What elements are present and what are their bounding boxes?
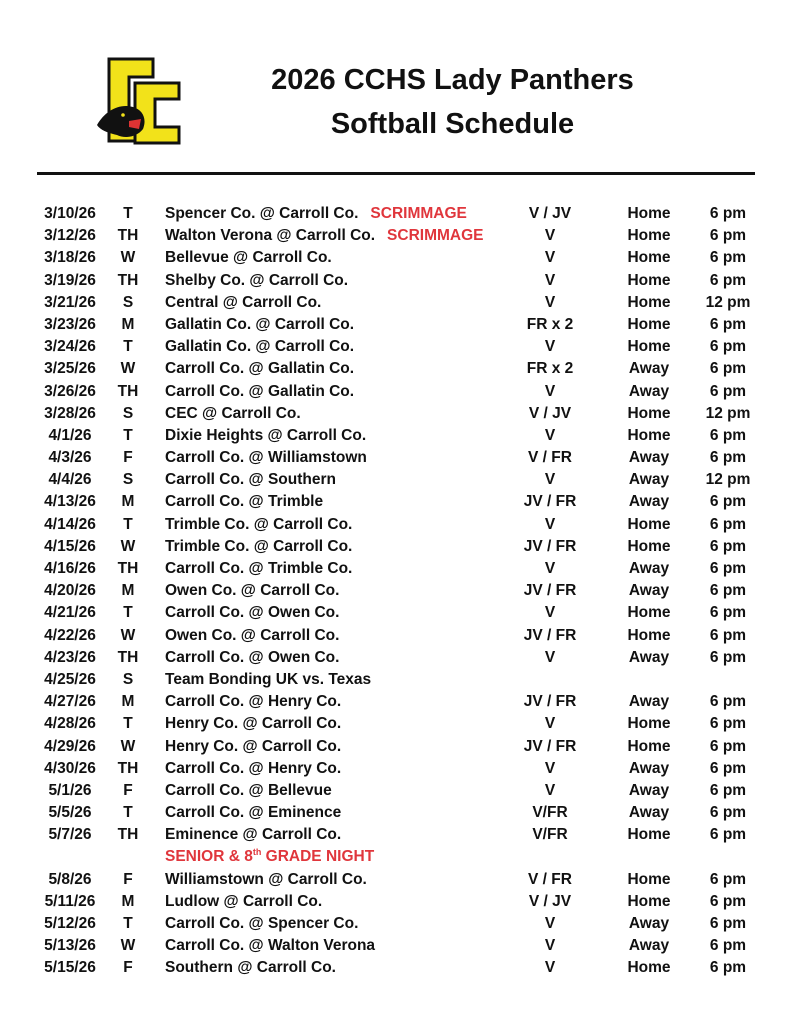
- game-day: M: [121, 892, 135, 910]
- game-day: T: [123, 804, 133, 822]
- schedule-row: [0, 669, 792, 691]
- matchup-text: Carroll Co. @ Owen Co.: [165, 604, 340, 622]
- matchup: [165, 691, 341, 713]
- matchup: [165, 225, 484, 247]
- schedule-row: [0, 314, 792, 336]
- matchup: [165, 425, 366, 447]
- matchup: [165, 292, 321, 314]
- game-time: 6 pm: [709, 449, 747, 467]
- matchup: [165, 713, 341, 735]
- game-time: 12 pm: [705, 293, 751, 311]
- matchup-text: Carroll Co. @ Bellevue: [165, 781, 332, 799]
- game-location: Home: [627, 293, 671, 311]
- game-date: 3/24/26: [44, 338, 96, 356]
- game-day: W: [120, 537, 136, 555]
- game-time: 6 pm: [709, 804, 747, 822]
- team-level: V: [544, 759, 556, 777]
- game-date: 5/11/26: [44, 892, 96, 910]
- team-level: V / JV: [528, 205, 572, 222]
- schedule-row: [0, 469, 792, 491]
- matchup: [165, 336, 354, 358]
- matchup: [165, 558, 352, 580]
- team-level: V / FR: [528, 449, 572, 467]
- schedule-row: [0, 381, 792, 403]
- schedule-row: [0, 336, 792, 358]
- game-day: S: [122, 670, 134, 688]
- matchup-text: Gallatin Co. @ Carroll Co.: [165, 315, 355, 333]
- game-day: M: [121, 693, 135, 711]
- game-day: T: [123, 715, 133, 733]
- game-date: 3/12/26: [44, 227, 96, 245]
- game-location: Home: [627, 959, 671, 977]
- game-day: S: [122, 471, 134, 489]
- schedule-row: [0, 625, 792, 647]
- game-location: Home: [627, 715, 671, 733]
- matchup: [165, 736, 341, 758]
- game-time: 6 pm: [709, 626, 747, 644]
- game-date: 3/18/26: [44, 249, 96, 267]
- matchup: [165, 869, 367, 891]
- matchup-text: Central @ Carroll Co.: [165, 293, 322, 311]
- game-date: 4/22/26: [44, 626, 96, 644]
- team-level: V: [544, 338, 556, 356]
- game-location: Home: [627, 426, 671, 444]
- game-time: 12 pm: [705, 471, 751, 489]
- game-date: 3/19/26: [44, 271, 96, 289]
- game-day: S: [122, 404, 134, 422]
- game-time: 6 pm: [709, 759, 747, 777]
- game-day: F: [123, 870, 133, 888]
- matchup-text: Shelby Co. @ Carroll Co.: [165, 271, 349, 289]
- matchup: [165, 647, 339, 669]
- game-day: W: [120, 626, 136, 644]
- matchup-text: Gallatin Co. @ Carroll Co.: [165, 338, 355, 356]
- matchup-text: Carroll Co. @ Walton Verona: [165, 937, 376, 955]
- schedule-row: [0, 602, 792, 624]
- game-day: T: [123, 515, 133, 533]
- team-level: V: [544, 959, 556, 977]
- game-location: Away: [628, 449, 670, 467]
- game-day: F: [123, 449, 133, 467]
- matchup: [165, 491, 323, 513]
- matchup-text: Williamstown @ Carroll Co.: [165, 870, 367, 888]
- team-level: V: [544, 382, 556, 400]
- game-day: TH: [117, 826, 139, 844]
- matchup-text: Owen Co. @ Carroll Co.: [165, 582, 340, 600]
- schedule-row: [0, 691, 792, 713]
- matchup: [165, 935, 375, 957]
- matchup-text: Dixie Heights @ Carroll Co.: [165, 426, 367, 444]
- game-day: W: [120, 360, 136, 378]
- cc-panthers-logo: [95, 55, 185, 147]
- game-time: 6 pm: [709, 604, 747, 622]
- team-level: FR x 2: [526, 360, 574, 378]
- schedule-table: [0, 203, 792, 980]
- team-level: V: [544, 249, 556, 267]
- game-location: Home: [627, 271, 671, 289]
- game-day: TH: [117, 560, 139, 577]
- matchup-text: Bellevue @ Carroll Co.: [165, 249, 332, 267]
- game-location: Away: [628, 648, 670, 666]
- game-day: S: [122, 293, 134, 311]
- matchup-text: Carroll Co. @ Spencer Co.: [165, 915, 359, 932]
- team-level: V: [544, 648, 556, 666]
- matchup: [165, 758, 341, 780]
- game-time: 6 pm: [709, 315, 747, 333]
- game-time: 6 pm: [709, 781, 747, 799]
- game-time: 6 pm: [709, 737, 747, 755]
- page-title-line1: 2026 CCHS Lady Panthers: [271, 64, 634, 96]
- team-level: V: [544, 471, 556, 489]
- matchup-text: Carroll Co. @ Trimble: [165, 493, 324, 511]
- team-level: V / JV: [528, 404, 572, 422]
- game-day: TH: [117, 382, 139, 400]
- game-location: Away: [628, 471, 670, 489]
- game-date: 4/21/26: [44, 604, 96, 622]
- team-level: JV / FR: [523, 737, 577, 755]
- game-day: W: [120, 249, 136, 267]
- schedule-row: [0, 580, 792, 602]
- game-date: 5/13/26: [44, 937, 96, 955]
- matchup: [165, 270, 348, 292]
- matchup: [165, 824, 341, 846]
- game-day: W: [120, 937, 136, 955]
- game-date: 4/25/26: [44, 670, 96, 688]
- matchup-text: Trimble Co. @ Carroll Co.: [165, 537, 353, 555]
- game-time: 6 pm: [709, 271, 747, 289]
- matchup: [165, 514, 352, 536]
- game-location: Away: [628, 781, 670, 799]
- schedule-row: [0, 713, 792, 735]
- matchup: [165, 203, 467, 225]
- matchup-text: Henry Co. @ Carroll Co.: [165, 737, 342, 755]
- matchup-text: Carroll Co. @ Henry Co.: [165, 693, 342, 711]
- game-time: 6 pm: [709, 515, 747, 533]
- matchup: [165, 602, 339, 624]
- team-level: V: [544, 271, 556, 289]
- matchup-text: Carroll Co. @ Henry Co.: [165, 759, 342, 777]
- game-day: T: [123, 205, 133, 222]
- special-event-text: GRADE NIGHT: [261, 848, 375, 866]
- game-time: 6 pm: [709, 915, 747, 932]
- matchup-text: CEC @ Carroll Co.: [165, 404, 301, 422]
- team-level: V/FR: [532, 826, 568, 844]
- matchup-text: Carroll Co. @ Trimble Co.: [165, 560, 353, 577]
- schedule-note-row: [0, 846, 792, 868]
- game-date: 3/23/26: [44, 315, 96, 333]
- game-day: M: [121, 582, 135, 600]
- team-level: V: [544, 915, 556, 932]
- game-day: TH: [117, 759, 139, 777]
- matchup-text: Eminence @ Carroll Co.: [165, 826, 342, 844]
- special-event-text: SENIOR & 8: [165, 848, 253, 866]
- schedule-row: [0, 913, 792, 935]
- game-time: 6 pm: [709, 870, 747, 888]
- schedule-row: [0, 647, 792, 669]
- matchup-text: Carroll Co. @ Gallatin Co.: [165, 382, 355, 400]
- schedule-row: [0, 558, 792, 580]
- schedule-row: [0, 957, 792, 979]
- game-location: Away: [628, 382, 670, 400]
- game-time: 6 pm: [709, 560, 747, 577]
- team-level: FR x 2: [526, 315, 574, 333]
- game-time: 6 pm: [709, 426, 747, 444]
- team-level: JV / FR: [523, 537, 577, 555]
- team-level: V: [544, 227, 556, 245]
- game-date: 4/20/26: [44, 582, 96, 600]
- game-date: 4/16/26: [44, 560, 96, 577]
- team-level: V: [544, 937, 556, 955]
- game-day: T: [123, 915, 133, 932]
- game-date: 4/28/26: [44, 715, 96, 733]
- game-date: 5/7/26: [48, 826, 92, 844]
- schedule-row: [0, 780, 792, 802]
- game-location: Home: [627, 826, 671, 844]
- schedule-row: [0, 403, 792, 425]
- schedule-row: [0, 358, 792, 380]
- schedule-row: [0, 935, 792, 957]
- game-time: 6 pm: [709, 537, 747, 555]
- game-time: 6 pm: [709, 382, 747, 400]
- team-level: V: [544, 715, 556, 733]
- game-location: Away: [628, 560, 670, 577]
- schedule-row: [0, 824, 792, 846]
- game-day: T: [123, 604, 133, 622]
- team-level: V: [544, 560, 556, 577]
- game-time: 6 pm: [709, 205, 747, 222]
- game-date: 4/13/26: [44, 493, 96, 511]
- schedule-row: [0, 736, 792, 758]
- special-event-label: [165, 846, 374, 868]
- header-divider: [37, 172, 755, 175]
- game-location: Home: [627, 205, 671, 222]
- game-time: 6 pm: [709, 693, 747, 711]
- game-date: 3/26/26: [44, 382, 96, 400]
- game-location: Away: [628, 693, 670, 711]
- game-day: TH: [117, 271, 139, 289]
- schedule-row: [0, 425, 792, 447]
- game-date: 3/25/26: [44, 360, 96, 378]
- matchup-text: Carroll Co. @ Eminence: [165, 804, 342, 822]
- game-location: Home: [627, 737, 671, 755]
- matchup: [165, 358, 354, 380]
- team-level: JV / FR: [523, 582, 577, 600]
- team-level: V / JV: [528, 892, 572, 910]
- game-time: 6 pm: [709, 937, 747, 955]
- game-date: 4/30/26: [44, 759, 96, 777]
- matchup-text: Carroll Co. @ Gallatin Co.: [165, 360, 355, 378]
- game-location: Home: [627, 626, 671, 644]
- matchup: [165, 381, 354, 403]
- game-time: 6 pm: [709, 648, 747, 666]
- schedule-row: [0, 536, 792, 558]
- game-day: F: [123, 959, 133, 977]
- game-location: Home: [627, 338, 671, 356]
- team-level: JV / FR: [523, 693, 577, 711]
- game-time: 6 pm: [709, 959, 747, 977]
- game-location: Home: [627, 315, 671, 333]
- game-day: M: [121, 493, 135, 511]
- matchup: [165, 447, 367, 469]
- matchup: [165, 891, 322, 913]
- game-location: Home: [627, 537, 671, 555]
- schedule-row: [0, 758, 792, 780]
- game-date: 4/23/26: [44, 648, 96, 666]
- matchup: [165, 536, 352, 558]
- matchup: [165, 957, 336, 979]
- team-level: V: [544, 604, 556, 622]
- matchup: [165, 669, 371, 691]
- game-date: 4/27/26: [44, 693, 96, 711]
- game-time: 6 pm: [709, 892, 747, 910]
- game-location: Away: [628, 493, 670, 511]
- matchup: [165, 913, 358, 935]
- schedule-row: [0, 891, 792, 913]
- matchup-text: Trimble Co. @ Carroll Co.: [165, 515, 353, 533]
- game-time: 12 pm: [705, 404, 751, 422]
- game-time: 6 pm: [709, 493, 747, 511]
- game-date: 4/4/26: [48, 471, 92, 489]
- scrimmage-badge: SCRIMMAGE: [387, 227, 484, 245]
- game-day: F: [123, 781, 133, 799]
- team-level: V: [544, 426, 556, 444]
- matchup-text: Ludlow @ Carroll Co.: [165, 892, 323, 910]
- game-location: Home: [627, 870, 671, 888]
- schedule-row: [0, 203, 792, 225]
- game-day: TH: [117, 648, 139, 666]
- game-date: 3/21/26: [44, 293, 96, 311]
- game-location: Away: [628, 937, 670, 955]
- game-time: 6 pm: [709, 715, 747, 733]
- game-time: 6 pm: [709, 338, 747, 356]
- game-date: 5/8/26: [48, 870, 92, 888]
- game-date: 4/15/26: [44, 537, 96, 555]
- matchup-text: Team Bonding UK vs. Texas: [165, 670, 372, 688]
- game-location: Away: [628, 759, 670, 777]
- team-level: V / FR: [528, 870, 572, 888]
- schedule-row: [0, 270, 792, 292]
- game-day: T: [123, 338, 133, 356]
- game-date: 4/14/26: [44, 515, 96, 533]
- matchup: [165, 469, 336, 491]
- matchup-text: Owen Co. @ Carroll Co.: [165, 626, 340, 644]
- game-time: 6 pm: [709, 360, 747, 378]
- team-level: V: [544, 781, 556, 799]
- matchup: [165, 247, 332, 269]
- game-date: 4/1/26: [48, 426, 92, 444]
- game-location: Home: [627, 515, 671, 533]
- game-date: 5/1/26: [48, 781, 92, 799]
- game-date: 5/12/26: [44, 915, 96, 932]
- team-level: JV / FR: [523, 626, 577, 644]
- schedule-row: [0, 514, 792, 536]
- game-location: Away: [628, 804, 670, 822]
- matchup: [165, 625, 339, 647]
- page-title-line2: Softball Schedule: [330, 108, 575, 140]
- game-time: 6 pm: [709, 227, 747, 245]
- schedule-row: [0, 491, 792, 513]
- game-date: 3/28/26: [44, 404, 96, 422]
- game-location: Away: [628, 915, 670, 932]
- game-date: 5/15/26: [44, 959, 96, 977]
- game-time: 6 pm: [709, 582, 747, 600]
- ordinal-suffix: th: [252, 847, 262, 858]
- team-level: JV / FR: [523, 493, 577, 511]
- matchup: [165, 780, 332, 802]
- schedule-row: [0, 802, 792, 824]
- scrimmage-badge: SCRIMMAGE: [370, 205, 467, 222]
- game-location: Home: [627, 892, 671, 910]
- matchup-text: Carroll Co. @ Southern: [165, 471, 336, 489]
- schedule-row: [0, 247, 792, 269]
- game-location: Home: [627, 227, 671, 245]
- matchup-text: Walton Verona @ Carroll Co.: [165, 227, 376, 245]
- game-date: 5/5/26: [48, 804, 92, 822]
- team-level: V/FR: [532, 804, 568, 822]
- game-location: Home: [627, 249, 671, 267]
- game-location: Away: [628, 360, 670, 378]
- game-day: T: [123, 426, 133, 444]
- matchup: [165, 314, 354, 336]
- game-location: Home: [627, 604, 671, 622]
- team-level: V: [544, 515, 556, 533]
- matchup-text: Southern @ Carroll Co.: [165, 959, 336, 977]
- team-level: V: [544, 293, 556, 311]
- game-day: TH: [117, 227, 139, 245]
- game-date: 4/3/26: [48, 449, 92, 467]
- matchup-text: Henry Co. @ Carroll Co.: [165, 715, 342, 733]
- schedule-row: [0, 869, 792, 891]
- matchup-text: Carroll Co. @ Owen Co.: [165, 648, 340, 666]
- schedule-row: [0, 225, 792, 247]
- schedule-row: [0, 447, 792, 469]
- matchup: [165, 403, 301, 425]
- schedule-row: [0, 292, 792, 314]
- matchup: [165, 802, 341, 824]
- game-location: Home: [627, 404, 671, 422]
- matchup: [165, 580, 339, 602]
- game-date: 4/29/26: [44, 737, 96, 755]
- game-time: 6 pm: [709, 249, 747, 267]
- matchup-text: Spencer Co. @ Carroll Co.: [165, 205, 359, 222]
- game-date: 3/10/26: [44, 205, 96, 222]
- matchup-text: Carroll Co. @ Williamstown: [165, 449, 367, 467]
- game-location: Away: [628, 582, 670, 600]
- game-day: W: [120, 737, 136, 755]
- game-time: 6 pm: [709, 826, 747, 844]
- game-day: M: [121, 315, 135, 333]
